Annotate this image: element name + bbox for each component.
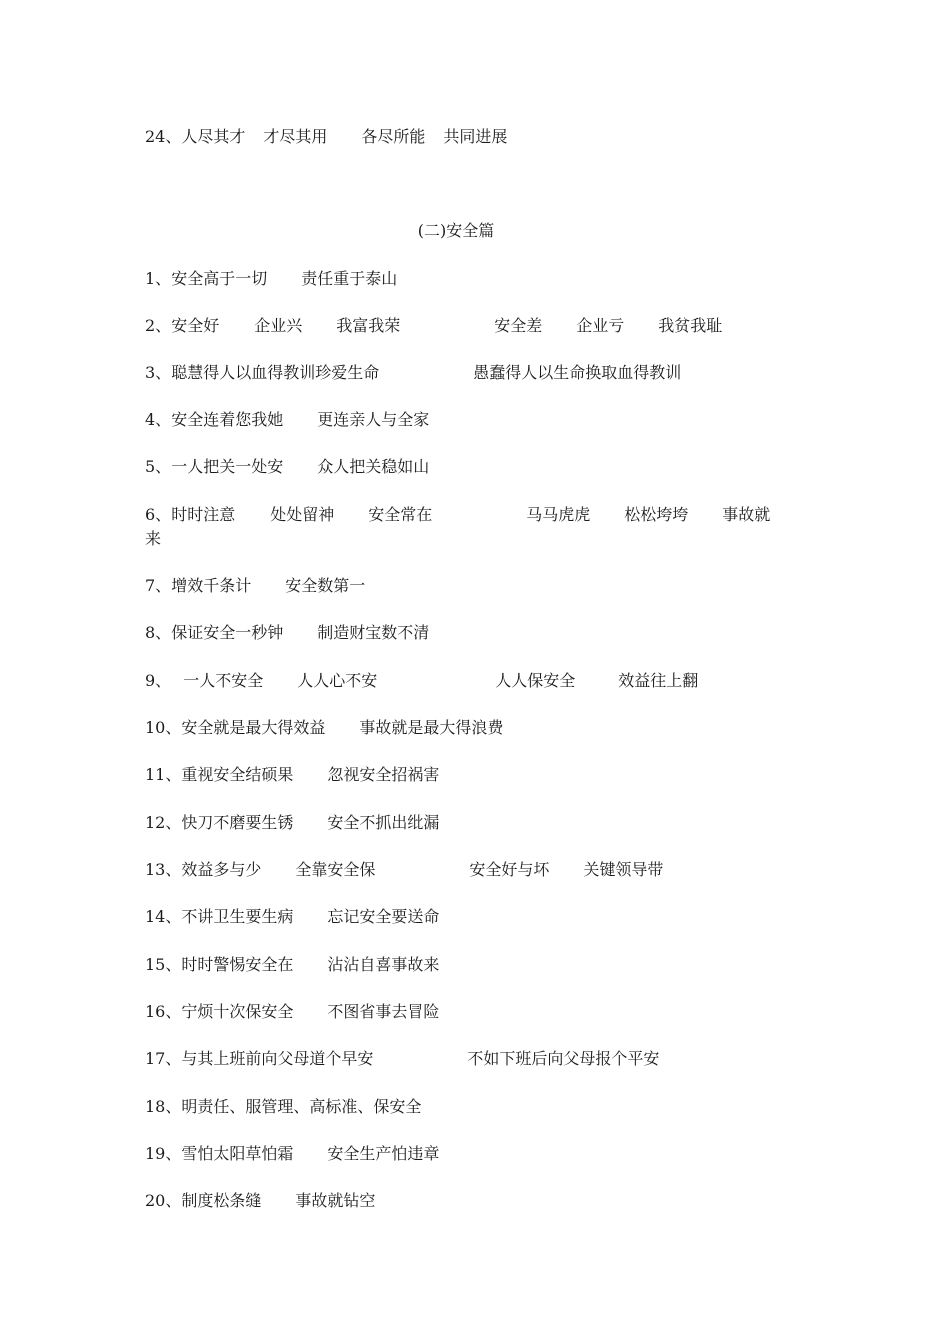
slogan-phrase: 马马虎虎: [526, 505, 591, 524]
slogan-phrase: 安全数第一: [285, 576, 366, 595]
slogan-phrase: 安全连着您我她: [171, 410, 284, 429]
slogan-phrase: 不讲卫生要生病: [181, 907, 294, 926]
slogan-phrase: 忽视安全招祸害: [327, 765, 440, 784]
slogan-12: [145, 811, 439, 835]
slogan-16: [145, 1000, 439, 1024]
slogan-phrase: 一人把关一处安: [171, 457, 284, 476]
slogan-phrase: 制造财宝数不清: [317, 623, 430, 642]
slogan-phrase: 共同进展: [443, 127, 508, 146]
section-heading: (二)安全篇: [417, 221, 495, 240]
slogan-phrase: 愚蠢得人以生命换取血得教训: [473, 363, 682, 382]
slogan-7: [145, 574, 365, 598]
slogan-19: [145, 1142, 439, 1166]
slogan-phrase: 忘记安全要送命: [327, 907, 440, 926]
slogan-phrase: 安全生产怕违章: [327, 1144, 440, 1163]
slogan-phrase: 重视安全结硕果: [181, 765, 294, 784]
slogan-phrase: 与其上班前向父母道个早安: [181, 1049, 374, 1068]
slogan-24: [145, 125, 507, 149]
slogan-phrase: 增效千条计: [171, 576, 252, 595]
slogan-phrase: 更连亲人与全家: [317, 410, 430, 429]
slogan-number: 10、: [145, 718, 182, 737]
slogan-number: 24、: [145, 127, 182, 146]
slogan-phrase: 人人保安全: [495, 671, 576, 690]
slogan-phrase: 我贫我耻: [658, 316, 723, 335]
slogan-number: 11、: [145, 765, 182, 784]
slogan-phrase: 关键领导带: [583, 860, 664, 879]
slogan-number: 4、: [145, 410, 172, 429]
slogan-number: 19、: [145, 1144, 182, 1163]
slogan-number: 7、: [145, 576, 172, 595]
slogan-phrase: 各尽所能: [361, 127, 426, 146]
slogan-number: 15、: [145, 955, 182, 974]
slogan-phrase: 效益多与少: [181, 860, 262, 879]
slogan-13: [145, 858, 663, 882]
slogan-phrase: 时时警惕安全在: [181, 955, 294, 974]
slogan-15: [145, 953, 439, 977]
slogan-18: [145, 1095, 421, 1119]
slogan-17: [145, 1047, 659, 1071]
slogan-phrase: 安全好: [171, 316, 220, 335]
slogan-number: 18、: [145, 1097, 182, 1116]
slogan-phrase: 安全不抓出纰漏: [327, 813, 440, 832]
slogan-phrase: 人人心不安: [297, 671, 378, 690]
slogan-number: 2、: [145, 316, 172, 335]
slogan-phrase: 雪怕太阳草怕霜: [181, 1144, 294, 1163]
slogan-phrase: 时时注意: [171, 505, 236, 524]
slogan-phrase: 效益往上翻: [618, 671, 699, 690]
slogan-phrase: 企业亏: [576, 316, 625, 335]
slogan-phrase: 宁烦十次保安全: [181, 1002, 294, 1021]
slogan-number: 9、: [145, 671, 172, 690]
slogan-phrase: 聪慧得人以血得教训珍爱生命: [171, 363, 380, 382]
slogan-phrase: 人尽其才: [181, 127, 246, 146]
slogan-number: 16、: [145, 1002, 182, 1021]
slogan-phrase: 安全好与坏: [469, 860, 550, 879]
slogan-phrase: 事故就是最大得浪费: [359, 718, 504, 737]
slogan-phrase: 安全差: [494, 316, 543, 335]
slogan-9: [145, 669, 698, 693]
slogan-number: 3、: [145, 363, 172, 382]
slogan-8: [145, 621, 429, 645]
slogan-5: [145, 455, 429, 479]
slogan-phrase: 企业兴: [254, 316, 303, 335]
slogan-phrase: 明责任、服管理、高标准、保安全: [181, 1097, 422, 1116]
slogan-number: 1、: [145, 269, 172, 288]
slogan-phrase: 一人不安全: [183, 671, 264, 690]
slogan-phrase: 不如下班后向父母报个平安: [467, 1049, 660, 1068]
slogan-phrase: 责任重于泰山: [301, 269, 398, 288]
slogan-phrase: 保证安全一秒钟: [171, 623, 284, 642]
slogan-20: [145, 1189, 375, 1213]
slogan-phrase: 全靠安全保: [295, 860, 376, 879]
slogan-phrase: 众人把关稳如山: [317, 457, 430, 476]
slogan-number: 5、: [145, 457, 172, 476]
slogan-phrase: 松松垮垮: [624, 505, 689, 524]
slogan-6-continuation: [145, 527, 161, 551]
slogan-3: [145, 361, 681, 385]
slogan-phrase: 不图省事去冒险: [327, 1002, 440, 1021]
slogan-10: [145, 716, 503, 740]
slogan-phrase: 制度松条缝: [181, 1191, 262, 1210]
slogan-number: 13、: [145, 860, 182, 879]
slogan-phrase: 事故就: [722, 505, 771, 524]
slogan-phrase: 才尽其用: [263, 127, 328, 146]
slogan-number: 20、: [145, 1191, 182, 1210]
slogan-phrase: 处处留神: [270, 505, 335, 524]
slogan-4: [145, 408, 429, 432]
slogan-phrase: 来: [145, 529, 162, 548]
slogan-number: 14、: [145, 907, 182, 926]
slogan-number: 6、: [145, 505, 172, 524]
slogan-phrase: 我富我荣: [336, 316, 401, 335]
slogan-phrase: 安全就是最大得效益: [181, 718, 326, 737]
slogan-number: 8、: [145, 623, 172, 642]
slogan-11: [145, 763, 439, 787]
slogan-14: [145, 905, 439, 929]
slogan-1: [145, 267, 397, 291]
slogan-phrase: 事故就钻空: [295, 1191, 376, 1210]
slogan-phrase: 快刀不磨要生锈: [181, 813, 294, 832]
slogan-number: 17、: [145, 1049, 182, 1068]
slogan-number: 12、: [145, 813, 182, 832]
slogan-6: [145, 503, 770, 527]
slogan-phrase: 安全常在: [368, 505, 433, 524]
slogan-2: [145, 314, 722, 338]
slogan-phrase: 沾沾自喜事故来: [327, 955, 440, 974]
slogan-phrase: 安全高于一切: [171, 269, 268, 288]
